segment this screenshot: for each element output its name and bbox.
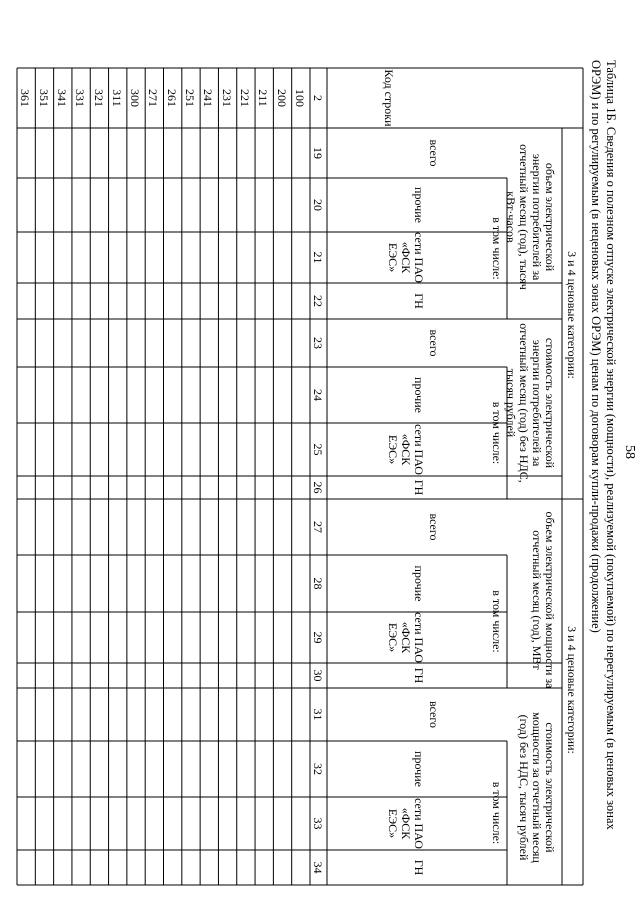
column-number: 20 — [311, 199, 325, 211]
fsk-header: сети ПАО «ФСК ЕЭС» — [386, 612, 426, 663]
sub3-header: объем электрической мощности за отчетный месяц (год), МВт — [530, 511, 557, 689]
column-number: 19 — [311, 147, 325, 159]
row-code: 331 — [73, 89, 88, 107]
fsk-header: сети ПАО «ФСК ЕЭС» — [386, 424, 426, 475]
page-number: 58 — [622, 445, 637, 459]
sub2-header: стоимость электрической энергии потребителей за отчетный месяц (год) без НДС, тысяч рублей — [504, 323, 557, 483]
other-header: прочие — [412, 751, 426, 787]
including-label: в том числе: — [490, 781, 504, 845]
gn-header: ГН — [412, 479, 426, 496]
gn-header: ГН — [412, 667, 426, 684]
fsk-header: сети ПАО «ФСК ЕЭС» — [386, 232, 426, 283]
other-header: прочие — [412, 187, 426, 223]
total-header: всего — [427, 513, 441, 541]
row-code: 311 — [109, 89, 124, 107]
column-number: 2 — [311, 95, 325, 101]
column-number: 33 — [311, 817, 325, 830]
row-code: 231 — [219, 89, 234, 107]
column-number: 21 — [311, 251, 325, 264]
including-label: в том числе: — [490, 590, 504, 653]
total-header: всего — [427, 700, 441, 729]
row-code: 251 — [183, 89, 198, 107]
column-number: 25 — [311, 443, 325, 456]
column-number: 23 — [311, 337, 325, 349]
other-header: прочие — [412, 377, 426, 413]
row-code-header: Код строки — [382, 69, 396, 127]
including-label: в том числе: — [490, 217, 504, 280]
row-code: 100 — [293, 89, 307, 107]
column-number: 24 — [311, 389, 325, 401]
sub1-header: объем электрической энергии потребителей за отчетный месяц (год), тысяч кВт·часов — [504, 144, 557, 290]
column-number: 22 — [311, 295, 325, 307]
total-header: всего — [427, 329, 441, 357]
total-header: всего — [427, 139, 441, 167]
row-code: 341 — [54, 89, 69, 107]
fsk-header: сети ПАО «ФСК ЕЭС» — [386, 798, 426, 849]
row-code: 300 — [128, 89, 143, 107]
table-caption-line1: Таблица 1Б. Сведения о полезном отпуске электрической энергии (мощности), реализуемой (покупаемой) по нерегулируемым (в ценовых зонах — [604, 60, 618, 830]
row-code: 200 — [274, 89, 289, 107]
row-code: 321 — [91, 89, 106, 107]
other-header: прочие — [412, 565, 426, 602]
column-number: 26 — [311, 481, 325, 494]
row-code: 261 — [164, 89, 179, 107]
column-number: 34 — [311, 861, 325, 874]
column-number: 28 — [311, 577, 325, 590]
column-number: 32 — [311, 763, 325, 775]
gn-header: ГН — [412, 293, 426, 309]
row-code: 271 — [146, 89, 161, 107]
row-code: 361 — [18, 89, 33, 107]
row-code: 221 — [238, 89, 253, 107]
sub4-header: стоимость электрической мощности за отчетный месяц (год) без НДС, тысяч рублей — [517, 712, 557, 863]
column-number: 29 — [311, 631, 325, 644]
table-caption-line2: ОРЭМ) и по регулируемым (в неценовых зонах ОРЭМ) ценам по договорам купли-продажи (продолжение) — [589, 60, 603, 633]
row-code: 241 — [201, 89, 216, 107]
row-code: 211 — [256, 89, 271, 107]
column-number: 27 — [311, 521, 325, 533]
row-code: 351 — [36, 89, 51, 107]
group1-title: 3 и 4 ценовые категории: — [565, 251, 579, 379]
column-number: 31 — [311, 708, 325, 721]
gn-header: ГН — [412, 859, 426, 876]
group2-title: 3 и 4 ценовые категории: — [565, 626, 579, 754]
including-label: в том числе: — [490, 401, 504, 465]
column-number: 30 — [311, 669, 325, 682]
